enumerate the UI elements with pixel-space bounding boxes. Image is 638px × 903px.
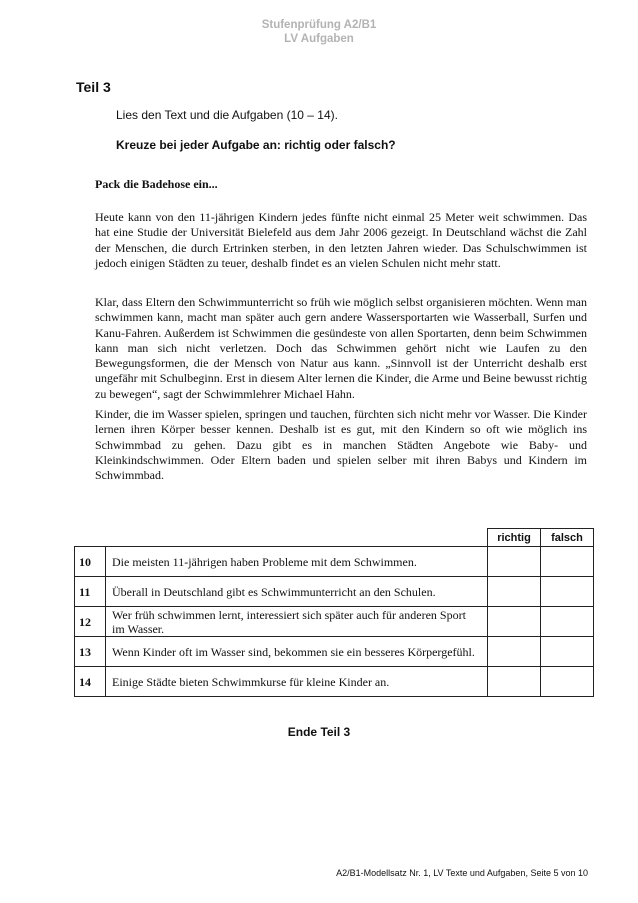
task-number: 13 [75, 637, 106, 667]
header-line-1: Stufenprüfung A2/B1 [261, 19, 377, 31]
article-paragraph-2: Klar, dass Eltern den Schwimmunterricht so früh wie möglich selbst organisieren möchten. Wenn man schwimmen kann, macht man später auch gern andere Wassersportarten wie Wasserball, Surfen und Kanu-Fahren. Außerdem ist Schwimmen die gesündeste von allen Sportarten, denn beim Schwimmen kann man sich nicht verletzen. Doch das Schwimmen gehört nicht wie Laufen zu den Bewegungsformen, die der Mensch von Natur aus kann. „Sinnvoll ist der Unterricht deshalb erst ungefähr mit Schulbeginn. Erst in diesem Alter lernen die Kinder, die Arme und Beine bewusst richtig zu bewegen“, sagt der Schwimmlehrer Michael Hahn. [95, 295, 587, 401]
falsch-checkbox[interactable] [541, 547, 594, 577]
table-row [75, 637, 594, 667]
falsch-checkbox[interactable] [541, 667, 594, 697]
table-row [75, 577, 594, 607]
page-footer: A2/B1-Modellsatz Nr. 1, LV Texte und Aufgaben, Seite 5 von 10 [336, 868, 588, 878]
article-paragraph-3: Kinder, die im Wasser spielen, springen und tauchen, fürchten sich nicht mehr vor Wasser. Die Kinder lernen ihren Körper besser kennen. Deshalb ist es gut, mit den Kindern so oft wie möglich ins Schwimmbad zu gehen. Dazu gibt es in manchen Städten Angebote wie Baby- und Kleinkindschwimmen. Oder Eltern baden und spielen selber mit ihren Babys und Kindern im Schwimmbad. [95, 407, 587, 483]
task-statement: Wer früh schwimmen lernt, interessiert sich später auch für anderen Sport im Wasser. [106, 607, 488, 637]
task-statement: Die meisten 11-jährigen haben Probleme mit dem Schwimmen. [106, 547, 488, 577]
article-paragraph-1: Heute kann von den 11-jährigen Kindern jedes fünfte nicht einmal 25 Meter weit schwimmen. Das hat eine Studie der Universität Bielefeld aus dem Jahr 2006 gezeigt. In Deutschland wächst die Zahl der Menschen, die durch Ertrinken sterben, in den letzten Jahren wieder. Das Schulschwimmen ist jedoch einigen Städten zu teuer, deshalb findet es an vielen Schulen nicht mehr statt. [95, 210, 587, 270]
falsch-checkbox[interactable] [541, 577, 594, 607]
richtig-checkbox[interactable] [488, 667, 541, 697]
end-label: Ende Teil 3 [287, 725, 351, 739]
falsch-checkbox[interactable] [541, 607, 594, 637]
task-number: 11 [75, 577, 106, 607]
richtig-checkbox[interactable] [488, 547, 541, 577]
task-table [74, 528, 594, 697]
instruction-line-1: Lies den Text und die Aufgaben (10 – 14). [116, 108, 338, 122]
falsch-checkbox[interactable] [541, 637, 594, 667]
task-number: 14 [75, 667, 106, 697]
task-table-header [75, 529, 594, 547]
task-statement: Überall in Deutschland gibt es Schwimmunterricht an den Schulen. [106, 577, 488, 607]
section-title: Teil 3 [76, 79, 111, 95]
article-title: Pack die Badehose ein... [95, 177, 218, 191]
richtig-checkbox[interactable] [488, 607, 541, 637]
instruction-line-2: Kreuze bei jeder Aufgabe an: richtig oder falsch? [116, 138, 396, 152]
task-statement: Wenn Kinder oft im Wasser sind, bekommen sie ein besseres Körpergefühl. [106, 637, 488, 667]
header-richtig: richtig [488, 529, 541, 547]
richtig-checkbox[interactable] [488, 577, 541, 607]
header-line-2: LV Aufgaben [284, 33, 354, 45]
page-header [0, 18, 638, 46]
task-number: 12 [75, 607, 106, 637]
table-row [75, 607, 594, 637]
richtig-checkbox[interactable] [488, 637, 541, 667]
table-row [75, 667, 594, 697]
header-falsch: falsch [541, 529, 594, 547]
header-blank-cell [75, 529, 488, 547]
task-number: 10 [75, 547, 106, 577]
table-row [75, 547, 594, 577]
task-statement: Einige Städte bieten Schwimmkurse für kleine Kinder an. [106, 667, 488, 697]
